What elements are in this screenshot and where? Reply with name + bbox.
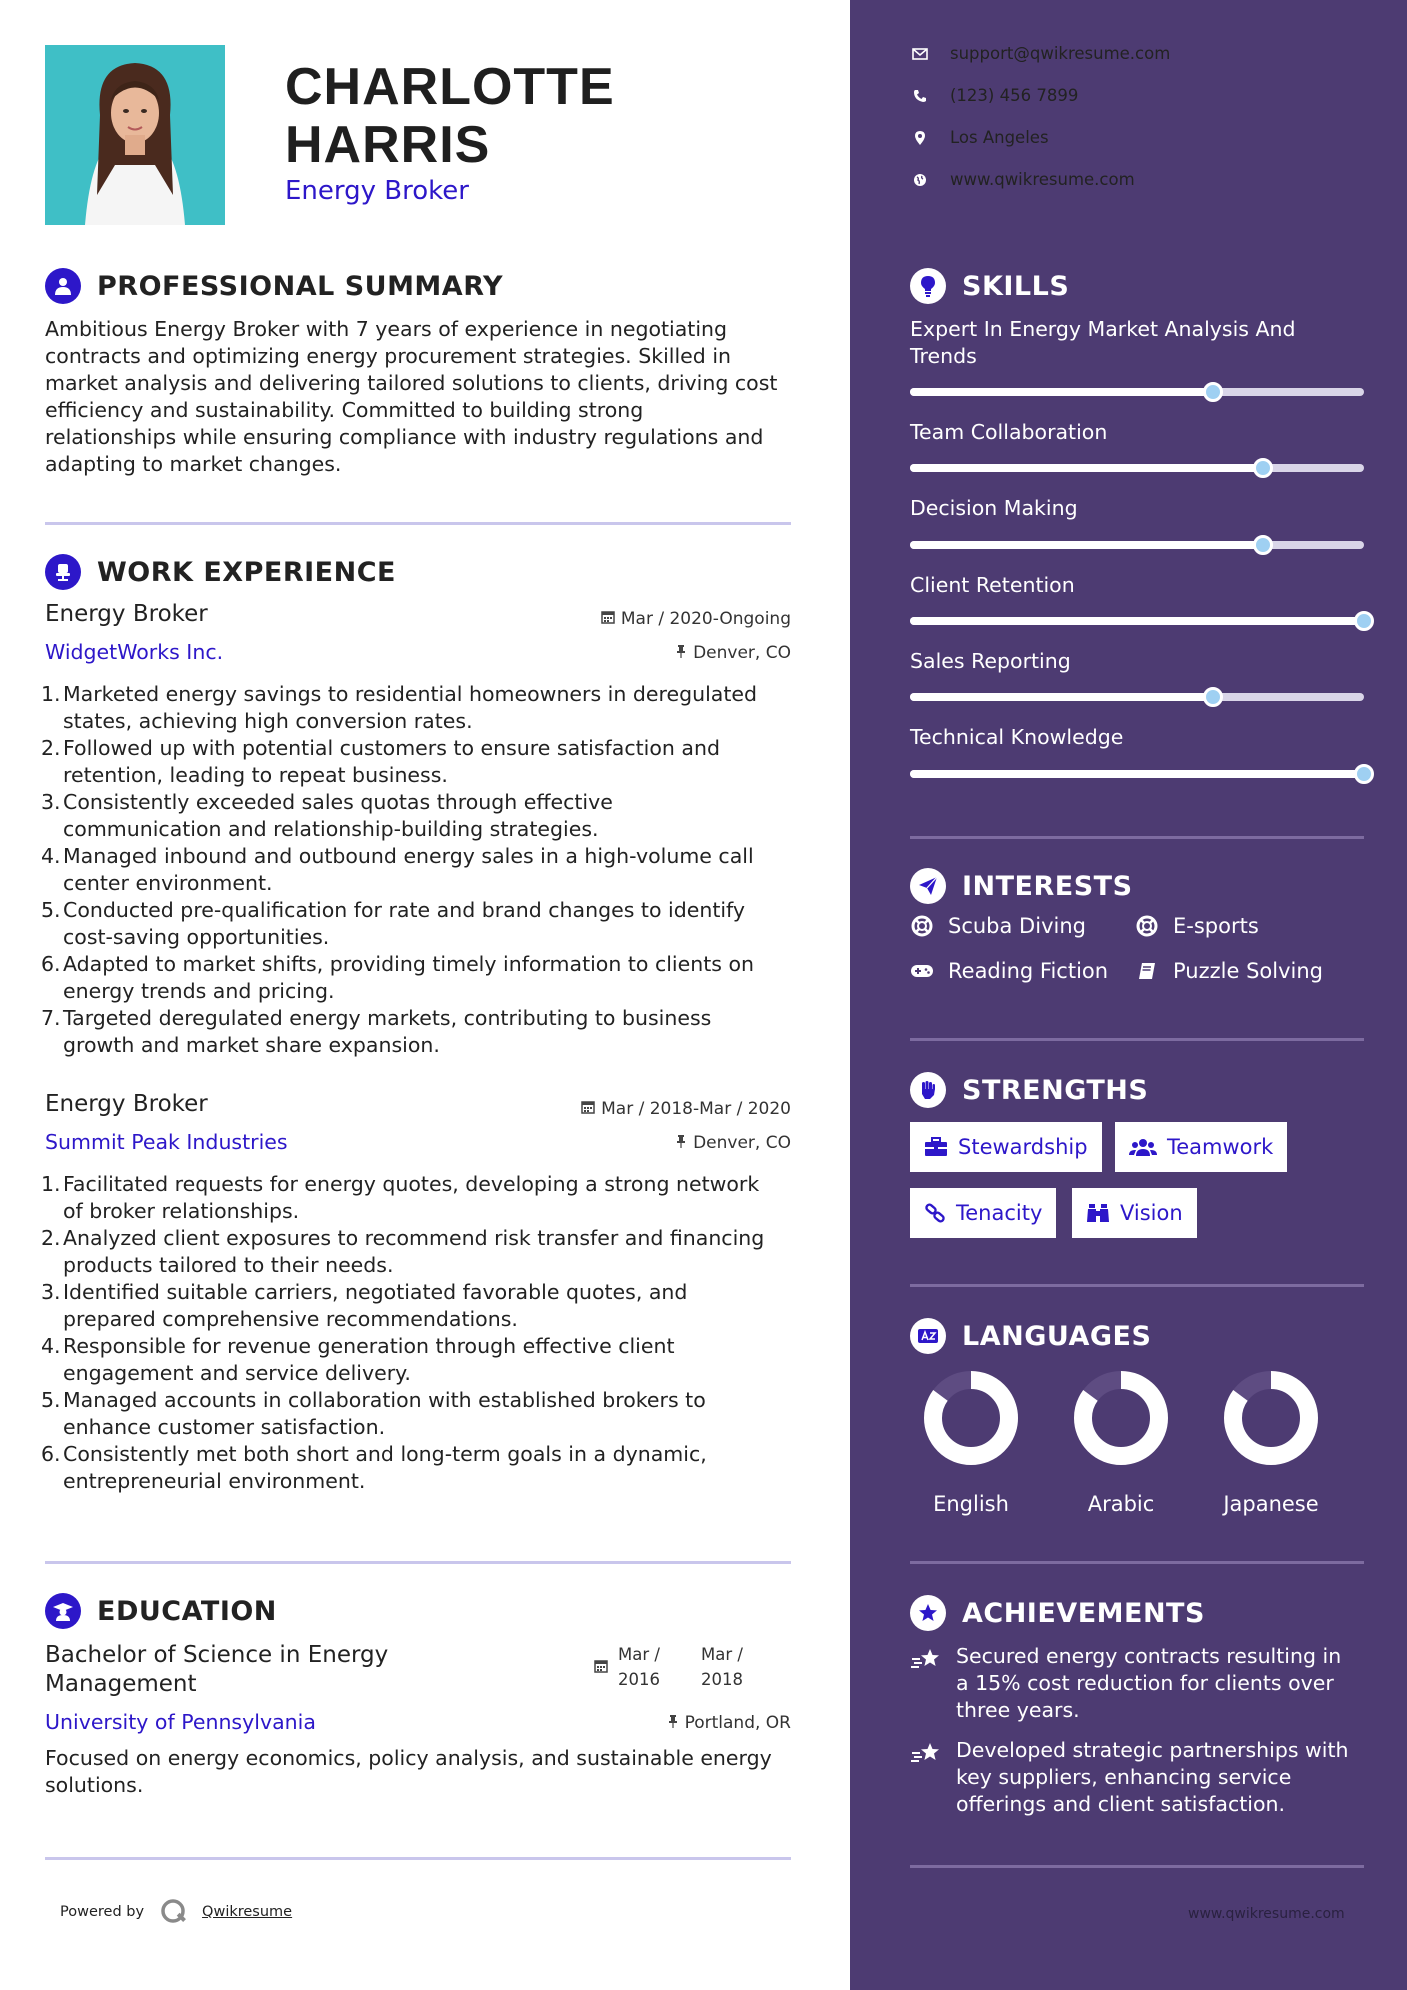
- list-item: 7. Targeted deregulated energy markets, contributing to business growth and market share expansion.: [41, 1006, 712, 1057]
- skill-label: Sales Reporting: [910, 649, 1071, 673]
- skill-label-line: Expert In Energy Market Analysis And: [910, 317, 1296, 341]
- graduate-icon: [45, 1593, 81, 1629]
- degree-line: Management: [45, 1671, 197, 1697]
- achievement-line: Developed strategic partnerships with: [956, 1738, 1349, 1762]
- sidebar-divider: [910, 1038, 1364, 1041]
- strengths-title: STRENGTHS: [962, 1074, 1149, 1106]
- divider: [45, 522, 791, 525]
- achievement-item: [910, 1737, 1370, 1818]
- skill-bar-knob: [1203, 382, 1223, 402]
- strength-label: Teamwork: [1167, 1135, 1274, 1159]
- achievement-line: a 15% cost reduction for clients over: [956, 1671, 1334, 1695]
- job-duties: [41, 681, 797, 1059]
- job-company: Summit Peak Industries: [45, 1130, 288, 1154]
- achievements-header: [910, 1595, 1205, 1631]
- language-item: [1216, 1370, 1326, 1516]
- skill-label: Technical Knowledge: [910, 725, 1124, 749]
- degree-line: Bachelor of Science in Energy: [45, 1642, 389, 1668]
- name-first: CHARLOTTE: [285, 58, 615, 116]
- education-location: [667, 1713, 791, 1733]
- list-item: 4. Managed inbound and outbound energy sales in a high-volume call center environment.: [41, 844, 754, 895]
- skill-label: Team Collaboration: [910, 420, 1108, 444]
- skill-bar: [910, 464, 1364, 472]
- calendar-icon: [581, 1099, 595, 1119]
- education-location-text: Portland, OR: [684, 1713, 791, 1733]
- achievement-text: [956, 1737, 1349, 1818]
- briefcase-icon: [924, 1137, 948, 1157]
- education-end-month: Mar /: [701, 1645, 743, 1664]
- skill-label: [910, 316, 1330, 370]
- pin-icon: [675, 1133, 687, 1153]
- skill-bar: [910, 388, 1364, 396]
- skill-bar: [910, 541, 1364, 549]
- job-title: Energy Broker: [45, 1091, 208, 1117]
- divider: [45, 1561, 791, 1564]
- job-location: [675, 643, 791, 663]
- book-icon: [1135, 961, 1159, 981]
- contact-phone[interactable]: [910, 86, 1078, 105]
- profile-photo: [45, 45, 225, 225]
- interests-title: INTERESTS: [962, 870, 1133, 902]
- education-desc-line: solutions.: [45, 1773, 144, 1797]
- language-donut: [1073, 1370, 1169, 1466]
- skills-header: [910, 268, 1069, 304]
- interest-label: Puzzle Solving: [1173, 959, 1323, 983]
- education-end-year: 2018: [701, 1670, 743, 1689]
- contact-website-text: www.qwikresume.com: [950, 170, 1135, 189]
- job-title: Energy Broker: [45, 601, 208, 627]
- map-pin-icon: [910, 130, 930, 146]
- calendar-icon: [594, 1658, 608, 1677]
- gamepad-icon: [910, 964, 934, 978]
- achievement-item: [910, 1643, 1370, 1724]
- envelope-icon: [910, 48, 930, 60]
- summary-title: PROFESSIONAL SUMMARY: [97, 270, 504, 302]
- life-ring-icon: [910, 915, 934, 937]
- contact-website[interactable]: [910, 170, 1135, 189]
- job-date-text: Mar / 2018-Mar / 2020: [601, 1099, 791, 1119]
- qwikresume-logo-icon: [160, 1898, 188, 1926]
- skill-bar-fill: [910, 464, 1263, 472]
- skill-bar-fill: [910, 388, 1213, 396]
- skill-bar-knob: [1354, 611, 1374, 631]
- education-title: EDUCATION: [97, 1595, 277, 1627]
- summary-line: adapting to market changes.: [45, 452, 342, 476]
- interest-label: Reading Fiction: [948, 959, 1109, 983]
- candidate-name: [285, 58, 615, 174]
- skill-bar-fill: [910, 693, 1213, 701]
- sidebar-divider: [910, 1561, 1364, 1564]
- name-last: HARRIS: [285, 116, 491, 174]
- education-start-month: Mar /: [618, 1645, 660, 1664]
- skill-bar-fill: [910, 617, 1364, 625]
- sidebar-divider: [910, 1865, 1364, 1868]
- interest-item: [1135, 914, 1259, 938]
- footer-site[interactable]: www.qwikresume.com: [1188, 1906, 1345, 1922]
- star-badge-icon: [910, 1595, 946, 1631]
- experience-title: WORK EXPERIENCE: [97, 556, 396, 588]
- education-start-year: 2016: [618, 1670, 660, 1689]
- sidebar-divider: [910, 836, 1364, 839]
- experience-header: [45, 554, 396, 590]
- contact-email-text: support@qwikresume.com: [950, 44, 1171, 63]
- degree: [45, 1641, 388, 1699]
- school: University of Pennsylvania: [45, 1710, 316, 1734]
- language-name: Japanese: [1223, 1492, 1319, 1516]
- list-item: 6. Adapted to market shifts, providing timely information to clients on energy trends and pricing.: [41, 952, 754, 1003]
- language-name: Arabic: [1087, 1492, 1155, 1516]
- chair-icon: [45, 554, 81, 590]
- profile-photo-illustration: [45, 45, 225, 225]
- education-start: [618, 1642, 660, 1692]
- education-desc: [45, 1745, 797, 1799]
- job-location-text: Denver, CO: [693, 643, 791, 663]
- calendar-icon: [601, 609, 615, 629]
- summary-text: [45, 316, 797, 478]
- job-date: [601, 609, 791, 629]
- fist-icon: [910, 1072, 946, 1108]
- shooting-star-icon: [910, 1737, 956, 1818]
- job-location: [675, 1133, 791, 1153]
- languages-title: LANGUAGES: [962, 1320, 1152, 1352]
- list-item: 6. Consistently met both short and long-term goals in a dynamic, entrepreneurial environment.: [41, 1442, 707, 1493]
- summary-line: efficiency and sustainability. Committed to building strong: [45, 398, 644, 422]
- shooting-star-icon: [910, 1643, 956, 1724]
- summary-line: contracts and optimizing energy procurement strategies. Skilled in: [45, 344, 732, 368]
- achievement-text: [956, 1643, 1341, 1724]
- contact-email[interactable]: [910, 44, 1170, 63]
- language-donut: [923, 1370, 1019, 1466]
- strength-chip: [1115, 1122, 1287, 1172]
- link-icon: [924, 1203, 946, 1223]
- skill-bar-fill: [910, 770, 1364, 778]
- summary-line: relationships while ensuring compliance with industry regulations and: [45, 425, 764, 449]
- list-item: 4. Responsible for revenue generation through effective client engagement and service delivery.: [41, 1334, 675, 1385]
- translate-icon: [910, 1318, 946, 1354]
- life-ring-icon: [1135, 915, 1159, 937]
- skill-label-line: Trends: [910, 344, 977, 368]
- contact-location: [910, 128, 1049, 147]
- list-item: 3. Identified suitable carriers, negotiated favorable quotes, and prepared comprehensive recommendations.: [41, 1280, 688, 1331]
- strength-chip: [910, 1122, 1102, 1172]
- pin-icon: [675, 643, 687, 663]
- strength-label: Tenacity: [956, 1201, 1043, 1225]
- achievement-line: three years.: [956, 1698, 1080, 1722]
- job-date: [581, 1099, 791, 1119]
- candidate-role: Energy Broker: [285, 176, 469, 206]
- skill-bar: [910, 693, 1364, 701]
- users-icon: [1129, 1137, 1157, 1157]
- achievement-line: offerings and client satisfaction.: [956, 1792, 1286, 1816]
- strength-label: Vision: [1120, 1201, 1183, 1225]
- interest-item: [910, 959, 1108, 983]
- binoculars-icon: [1086, 1203, 1110, 1223]
- job-date-text: Mar / 2020-Ongoing: [620, 609, 791, 629]
- education-desc-line: Focused on energy economics, policy analysis, and sustainable energy: [45, 1746, 772, 1770]
- summary-line: market analysis and delivering tailored solutions to clients, driving cost: [45, 371, 778, 395]
- languages-header: [910, 1318, 1151, 1354]
- skill-label: Client Retention: [910, 573, 1075, 597]
- skill-bar-knob: [1354, 764, 1374, 784]
- summary-header: [45, 268, 503, 304]
- job-company: WidgetWorks Inc.: [45, 640, 224, 664]
- strength-chip: [1072, 1188, 1197, 1238]
- strength-chip: [910, 1188, 1056, 1238]
- list-item: 1. Marketed energy savings to residential homeowners in deregulated states, achieving high conversion rates.: [41, 682, 758, 733]
- list-item: 5. Managed accounts in collaboration with established brokers to enhance customer satisfaction.: [41, 1388, 706, 1439]
- list-item: 1. Facilitated requests for energy quotes, developing a strong network of broker relationships.: [41, 1172, 760, 1223]
- skill-bar: [910, 770, 1364, 778]
- interest-item: [1135, 959, 1323, 983]
- qwikresume-link[interactable]: Qwikresume: [202, 1904, 293, 1920]
- education-end: [701, 1642, 743, 1692]
- sidebar-divider: [910, 1284, 1364, 1287]
- summary-line: Ambitious Energy Broker with 7 years of experience in negotiating: [45, 317, 728, 341]
- divider: [45, 1857, 791, 1860]
- skill-label: Decision Making: [910, 496, 1078, 520]
- interest-item: [910, 914, 1086, 938]
- education-header: [45, 1593, 277, 1629]
- skill-bar: [910, 617, 1364, 625]
- list-item: 3. Consistently exceeded sales quotas through effective communication and relationship-building strategies.: [41, 790, 613, 841]
- interests-header: [910, 868, 1133, 904]
- skills-title: SKILLS: [962, 270, 1070, 302]
- pin-icon: [667, 1713, 679, 1733]
- skill-bar-knob: [1203, 687, 1223, 707]
- phone-icon: [910, 89, 930, 103]
- strength-label: Stewardship: [958, 1135, 1088, 1159]
- list-item: 2. Followed up with potential customers to ensure satisfaction and retention, leading to repeat business.: [41, 736, 720, 787]
- language-item: [1066, 1370, 1176, 1516]
- language-item: [916, 1370, 1026, 1516]
- job-location-text: Denver, CO: [693, 1133, 791, 1153]
- powered-by-label: Powered by: [60, 1904, 145, 1920]
- achievements-title: ACHIEVEMENTS: [962, 1597, 1205, 1629]
- list-item: 5. Conducted pre-qualification for rate and brand changes to identify cost-saving opportunities.: [41, 898, 746, 949]
- contact-location-text: Los Angeles: [950, 128, 1049, 147]
- achievement-line: Secured energy contracts resulting in: [956, 1644, 1342, 1668]
- user-icon: [45, 268, 81, 304]
- lightbulb-icon: [910, 268, 946, 304]
- paper-plane-icon: [910, 868, 946, 904]
- strengths-header: [910, 1072, 1148, 1108]
- job-duties: [41, 1171, 797, 1495]
- contact-phone-text: (123) 456 7899: [950, 86, 1079, 105]
- language-donut: [1223, 1370, 1319, 1466]
- achievement-line: key suppliers, enhancing service: [956, 1765, 1292, 1789]
- list-item: 2. Analyzed client exposures to recommend risk transfer and financing products tailored to their needs.: [41, 1226, 765, 1277]
- interest-label: Scuba Diving: [948, 914, 1086, 938]
- powered-by: [60, 1898, 292, 1926]
- globe-icon: [910, 173, 930, 187]
- language-name: English: [933, 1492, 1009, 1516]
- skill-bar-fill: [910, 541, 1263, 549]
- interest-label: E-sports: [1173, 914, 1259, 938]
